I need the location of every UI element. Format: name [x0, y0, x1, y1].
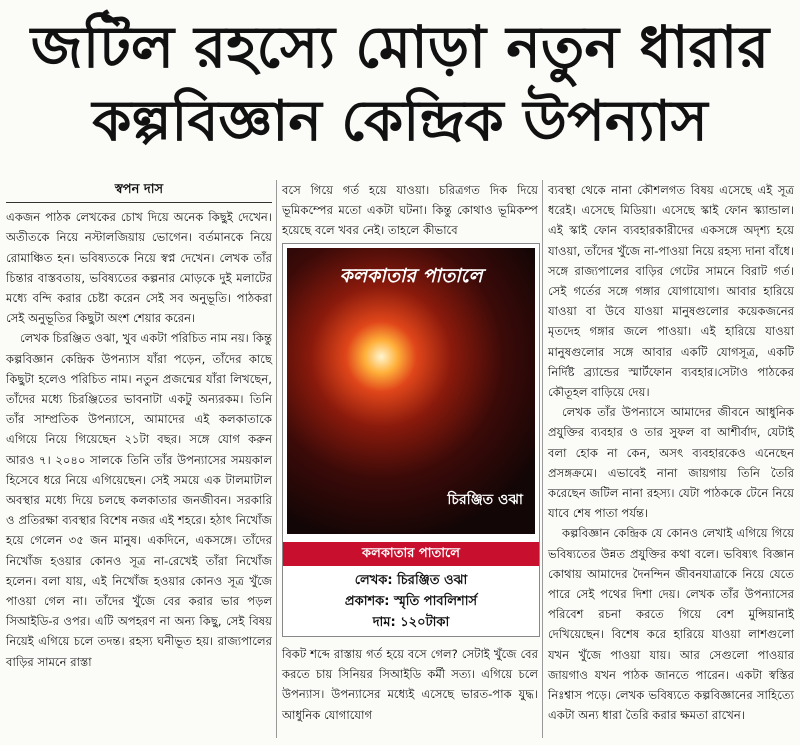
book-title-banner: কলকাতার পাতালে	[283, 542, 539, 566]
book-cover-author: চিরঞ্জিত ওঝা	[447, 492, 523, 508]
paragraph: ব্যবস্থা থেকে নানা কৌশলগত বিষয় এসেছে এই সূত্র ধরেই। এসেছে মিডিয়া। এসেছে স্কাই ফোন স্ক্যান্ডাল। এই স্কাই ফোন ব্যবহারকারীদের একসঙ্গে অদৃশ্য হয়ে যাওয়া, তাঁদের খুঁজে না-পাওয়া নিয়ে রহস্য দানা বাঁধে। সঙ্গে রাজ্যপালের বাড়ির গেটের সামনে বিরাট গর্ত। সেই গর্তের সঙ্গে গঙ্গার যোগাযোগ। আবার হারিয়ে যাওয়া বা উবে যাওয়া মানুষগুলোর কয়েকজনের মৃতদেহ গঙ্গার জলে পাওয়া। এই হারিয়ে যাওয়া মানুষগুলোর সঙ্গে আবার একটি যোগসূত্র, একটি নির্দিষ্ট ব্র্যান্ডের স্মার্টফোন ব্যবহার।সেটাও পাঠকের কৌতূহল বাড়িয়ে দেয়।	[548, 183, 794, 400]
paragraph: কল্পবিজ্ঞান কেন্দ্রিক যে কোনও লেখাই এগিয়ে গিয়ে ভবিষ্যতের উন্নত প্রযুক্তির কথা বলে। ভবিষ্যৎ বিজ্ঞান কোথায় আমাদের দৈনন্দিন জীবনযাত্রাকে নিয়ে যেতে পারে সেই পথের দিশা দেয়। লেখক তাঁর উপন্যাসের পরিবেশ রচনা করতে গিয়ে বেশ মুন্সিয়ানাই দেখিয়েছেন। বিশেষ করে হারিয়ে যাওয়া লাশগুলো যখন খুঁজে পাওয়া যায়। আর সেগুলো পাওয়ার জায়গাও যখন পাঠক জানতে পারেন। একটা স্বস্তির নিঃশ্বাস পড়ে। লেখক ভবিষ্যতে কল্পবিজ্ঞানের সাহিত্যে একটা অন্য ধারা তৈরি করার ক্ষমতা রাখেন।	[548, 526, 794, 723]
column-2	[282, 180, 538, 241]
book-price: দাম: ১২০টাকা	[372, 615, 450, 630]
paragraph: বিকট শব্দে রাস্তায় গর্ত হয়ে বসে গেল? সেটাই খুঁজে বের করতে চায় সিনিয়র সিআইডি কর্মী সত্য। এগিয়ে চলে উপন্যাস। উপন্যাসের মধ্যেই এসেছে ভারত-পাক যুদ্ধ। আধুনিক যোগাযোগ	[282, 647, 538, 722]
column-divider	[542, 180, 543, 738]
book-cover-image	[287, 248, 535, 534]
column-2-continued	[282, 644, 538, 725]
byline: স্বপন দাস	[6, 180, 272, 203]
paragraph: একজন পাঠক লেখকের চোখ দিয়ে অনেক কিছুই দেখেন। অতীতকে নিয়ে নস্টালজিয়ায় ভোগেন। বর্তমানকে নিয়ে রোমাঞ্চিত হন। ভবিষ্যতকে নিয়ে স্বপ্ন দেখেন। লেখক তাঁর চিন্তার বাস্তবতায়, ভবিষ্যতের কল্পনার মোড়কে দুই মলাটের মধ্যে বন্দি করার চেষ্টা করেন সেই সব অনুভূতি। পাঠকরা সেই অনুভূতির কিছুটা অংশ শেয়ার করেন।	[6, 210, 272, 326]
book-info-box	[282, 243, 540, 637]
headline-line-1: জটিল রহস্যে মোড়া নতুন ধারার	[30, 13, 770, 81]
book-publisher: প্রকাশক: স্মৃতি পাবলিশার্স	[344, 594, 478, 609]
headline	[0, 0, 800, 165]
book-details	[283, 570, 539, 633]
paragraph: বসে গিয়ে গর্ত হয়ে যাওয়া। চরিত্রগত দিক দিয়ে ভূমিকম্পের মতো একটা ঘটনা। কিন্তু কোথাও ভূমিকম্প হয়েছে বলে খবর নেই। তাহলে কীভাবে	[282, 183, 538, 238]
headline-line-2: কল্পবিজ্ঞান কেন্দ্রিক উপন্যাস	[92, 89, 708, 154]
book-author: লেখক: চিরঞ্জিত ওঝা	[354, 573, 468, 588]
paragraph: লেখক চিরঞ্জিত ওঝা, খুব একটা পরিচিত নাম নয়। কিন্তু কল্পবিজ্ঞান কেন্দ্রিক উপন্যাস যাঁরা পড়েন, তাঁদের কাছে কিছুটা হলেও পরিচিত নাম। নতুন প্রজন্মের যাঁরা লিখছেন, তাঁদের মধ্যে চিরঞ্জিতের ভাবনাটা একটু অন্যরকম। তিনি তাঁর সাম্প্রতিক উপন্যাসে, আমাদের এই কলকাতাকে এগিয়ে নিয়ে গিয়েছেন ২১টা বছর। সঙ্গে যোগ করুন আরও ৭। ২০৪০ সালকে তিনি তাঁর উপন্যাসের সময়কাল হিসেবে ধরে নিয়ে এগিয়েছেন। সেই সময়ে এক টালমাটাল অবস্থার মধ্যে দিয়ে চলছে কলকাতার জনজীবন। সরকারি ও প্রতিরক্ষা ব্যবস্থার বিশেষ নজর এই শহরে। হঠাৎ নিখোঁজ হয়ে গেলেন ৩৫ জন মানুষ। একদিনে, একসঙ্গে। তাঁদের নিখোঁজ হওয়ার কোনও সূত্র না-রেখেই তাঁরা নিখোঁজ হলেন। বলা যায়, এই নিখোঁজ হওয়ার কোনও সূত্র খুঁজে পাওয়া গেল না। তাঁদের খুঁজে বের করার ভার পড়ল সিআইডি-র ওপর। এটি অপহরণ না অন্য কিছু, সেই বিষয় নিয়েই এগিয়ে চলে তদন্ত। রহস্য ঘনীভূত হয়। রাজ্যপালের বাড়ির সামনে রাস্তা	[6, 331, 272, 669]
column-1	[6, 180, 272, 672]
column-divider	[276, 180, 277, 738]
paragraph: লেখক তাঁর উপন্যাসে আমাদের জীবনে আধুনিক প্রযুক্তির ব্যবহার ও তার সুফল বা আশীর্বাদ, যেটাই বলা হোক না কেন, অসৎ ব্যবহারকেও এনেছেন প্রসঙ্গক্রমে। এভাবেই নানা জায়গায় তিনি তৈরি করেছেন জটিল নানা রহস্য। যেটা পাঠককে টেনে নিয়ে যাবে শেষ পাতা পর্যন্ত।	[548, 405, 794, 521]
column-3	[548, 180, 794, 725]
book-cover-title: কলকাতার পাতালে	[339, 265, 483, 287]
